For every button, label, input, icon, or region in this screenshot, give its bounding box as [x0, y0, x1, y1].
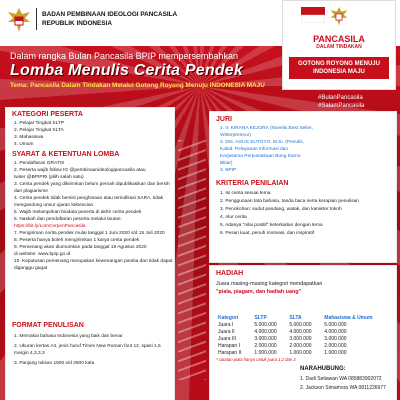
headline-intro: Dalam rangka Bulan Pancasila BPIP mempersembahkan [10, 51, 238, 61]
badge-slogan-line1: GOTONG ROYONG MENUJU [298, 61, 380, 67]
format-item: 3. Panjang tulisan 1500 s/d 2500 kata [14, 361, 95, 366]
headline-theme: Tema: Pancasila Dalam Tindakan Melalui Gotong Royong Menuju INDONESIA MAJU [10, 82, 265, 89]
format-item: 2. Ukuran kertas A4, jenis huruf Times New Roman font 12, spasi 1,5 [14, 344, 161, 349]
registration-link[interactable]: https://bit.ly/LomCerpenPancasila [14, 224, 86, 229]
syarat-item: twiter @BPIPRI (pilih salah satu) [14, 175, 84, 180]
narahubung-title: NARAHUBUNG: [300, 366, 346, 372]
table-cell: 3.000.000 [289, 335, 312, 342]
juri-item: Kerjasama Perpustakaan Bung Karno [220, 154, 301, 159]
hadiah-note: * catatan piala hanya untuk juara 1,2 dan 3 [216, 357, 296, 362]
syarat-item: 9. Pemenang akan diumumkan pada tanggal 18 Agustus 2020 [14, 245, 147, 250]
syarat-item: mengandung unsur ujaran kebencian [14, 203, 94, 208]
syarat-title: SYARAT & KETENTUAN LOMBA [12, 151, 120, 158]
kategori-item: 4. Umum [14, 142, 34, 147]
syarat-item: 1. Pendaftaran GRATIS [14, 161, 65, 166]
column-header: SLTA [289, 314, 302, 321]
badge-title: PANCASILA [313, 34, 365, 44]
decorative-stripes [178, 140, 206, 380]
hashtags [318, 94, 364, 110]
garuda-emblem-icon [6, 6, 32, 36]
syarat-item: 10. Keputusan pemenang merupakan kewenangan panitia dan tidak dapat [14, 259, 173, 264]
hadiah-intro-line1: Juara masing-masing kategori mendapatkan [216, 281, 323, 287]
table-row [216, 342, 392, 349]
hadiah-intro-line2: "piala, piagam, dan hadiah uang" [216, 289, 302, 295]
kriteria-item: 6. Pesan kuat, penuh motivasi, dan inspiratif [220, 231, 315, 236]
table-cell: 1.000.000 [324, 349, 347, 356]
table-cell: 2.000.000 [289, 342, 312, 349]
badge-subtitle: DALAM TINDAKAN [316, 44, 362, 50]
table-cell: 5.000.000 [324, 321, 347, 328]
table-cell: 5.000.000 [254, 321, 277, 328]
syarat-item: 6. Naskah dan pendaftaran peserta melalui tautan: [14, 217, 122, 222]
table-cell: 4.000.000 [289, 328, 312, 335]
syarat-item: 4. Cerita pendek tidak bersisi penghinaan atau terindikasi SARA, tidak [14, 196, 164, 201]
juri-item: 2. Drs. AGUS SUTOYO, M.Si. (Penulis, [220, 140, 304, 145]
red-white-flag-icon [301, 7, 325, 23]
kriteria-item: 5. Adanya "nilai positif" keterkaitan dengan tema [220, 223, 323, 228]
badge-slogan [289, 57, 389, 79]
contact-item: 2. Jackson Simamora WA 0811226977 [300, 385, 386, 391]
juri-item: Kabid. Pelayanan Informasi dan [220, 147, 288, 152]
table-cell: Harapan I [218, 342, 240, 349]
syarat-item: 7. Pengiriman cerita pendek mulai tanggal 1 Juni 2020 s/d 15 Juli 2020 [14, 231, 165, 236]
table-cell: Juara II [218, 328, 235, 335]
table-cell: 1.000.000 [289, 349, 312, 356]
hadiah-title: HADIAH [216, 270, 244, 277]
juri-item: 3. BPIP [220, 168, 237, 173]
badge-slogan-line2: INDONESIA MAJU [313, 69, 365, 75]
table-cell: 2.000.000 [324, 342, 347, 349]
kriteria-item: 2. Penggunaan tata bahasa, tanda baca serta kerapian penulisan [220, 199, 359, 204]
syarat-item: diganggu gugat [14, 266, 48, 271]
syarat-item: dari plagiarisme [14, 189, 48, 194]
table-row [216, 321, 392, 328]
format-item: margin 4,3,3,3 [14, 351, 45, 356]
kriteria-item: 1. Isi cerita sesuai tema [220, 191, 271, 196]
juri-item: Writerpreneur) [220, 133, 251, 138]
table-cell: 4.000.000 [324, 328, 347, 335]
juri-title: JURI [216, 116, 232, 123]
kategori-item: 1. Pelajar Tingkat SLTP [14, 121, 65, 126]
table-cell: 2.000.000 [254, 342, 277, 349]
kategori-item: 3. Mahasiswa [14, 135, 44, 140]
column-header: Mahasiswa & Umum [324, 314, 373, 321]
syarat-item: 2. Peserta wajib follow IG @pembinaanideologipancasila atau [14, 168, 146, 173]
org-name-line1: BADAN PEMBINAAN IDEOLOGI PANCASILA [42, 11, 178, 18]
pancasila-badge [282, 0, 396, 90]
divider-stripe [310, 84, 390, 87]
garuda-emblem-icon [329, 5, 349, 29]
format-title: FORMAT PENULISAN [12, 322, 84, 329]
table-cell: 4.000.000 [254, 328, 277, 335]
prize-table [216, 314, 392, 356]
kriteria-item: 4. Alur cerita [220, 215, 247, 220]
syarat-item: 3. Cerita pendek yang dikirimkan belum pernah dipublikasikan dan bersih [14, 182, 170, 187]
syarat-item: 5. Wajib melampirkan biodata peserta di akhir cerita pendek [14, 210, 142, 215]
table-header-row [216, 314, 392, 321]
table-cell: 3.000.000 [254, 335, 277, 342]
table-cell: Harapan II [218, 349, 242, 356]
syarat-item: 8. Peserta hanya boleh mengirimkan 1 karya cerita pendek [14, 238, 140, 243]
juri-item: Blitar) [220, 161, 233, 166]
kriteria-item: 3. Penokohan: sudut pandang, watak, dan karakter tokoh [220, 207, 342, 212]
syarat-item: di website: www.bpip.go.id [14, 252, 71, 257]
table-row [216, 349, 392, 356]
table-cell: 5.000.000 [289, 321, 312, 328]
kriteria-title: KRITERIA PENILAIAN [216, 180, 289, 187]
headline-title: Lomba Menulis Cerita Pendek [10, 62, 244, 79]
hashtag: #BulanPancasila [318, 95, 363, 101]
table-row [216, 328, 392, 335]
column-header: Kategori [218, 314, 239, 321]
kategori-item: 2. Pelajar Tingkat SLTA [14, 128, 64, 133]
column-header: SLTP [254, 314, 267, 321]
format-item: 1. Memakai bahasa Indonesia yang baik dan benar [14, 334, 123, 339]
contact-item: 1. Dadi Setiawan WA 085883902072 [300, 376, 382, 382]
table-cell: Juara III [218, 335, 237, 342]
header-divider [36, 8, 37, 30]
table-cell: 3.000.000 [324, 335, 347, 342]
kategori-title: KATEGORI PESERTA [12, 111, 83, 118]
table-row [216, 335, 392, 342]
table-cell: Juara I [218, 321, 234, 328]
table-cell: 1.000.000 [254, 349, 277, 356]
org-name-line2: REPUBLIK INDONESIA [42, 20, 112, 27]
hashtag: #SalamPancasila [318, 103, 365, 109]
juri-item: 1. Ir. KIRANA KEJORA (Novelis Best Seller, [220, 126, 313, 131]
